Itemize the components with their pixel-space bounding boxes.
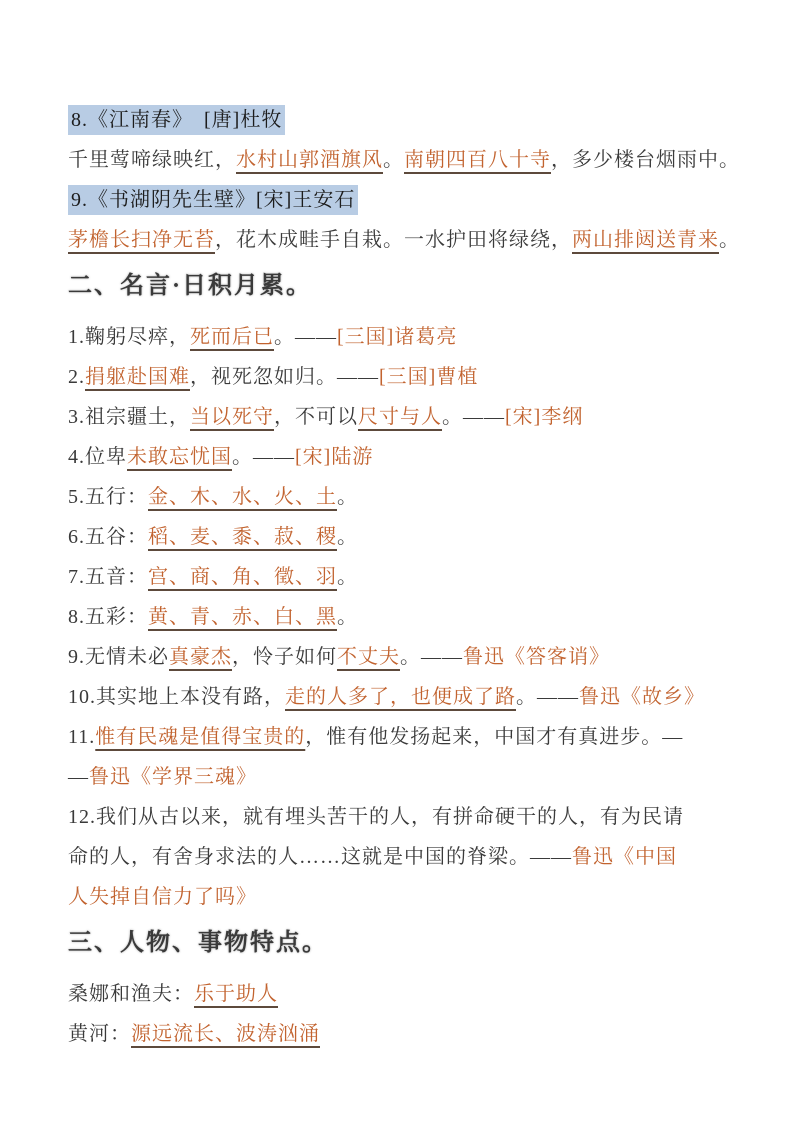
text-line xyxy=(68,317,743,357)
text-segment: ，惟有他发扬起来，中国才有真进步。— xyxy=(305,726,684,748)
text-segment: [三国]诸葛亮 xyxy=(337,326,458,348)
text-segment: 。—— xyxy=(274,326,337,348)
text-segment: — xyxy=(68,766,89,788)
text-segment: 千里莺啼绿映红， xyxy=(68,149,236,171)
text-line xyxy=(68,557,743,597)
text-segment: 稻、麦、黍、菽、稷 xyxy=(148,526,337,548)
text-segment: 水村山郭酒旗风 xyxy=(236,149,383,171)
text-line xyxy=(68,974,743,1014)
text-segment: ，花木成畦手自栽。一水护田将绿绕， xyxy=(215,229,572,251)
text-line xyxy=(68,597,743,637)
text-segment: 9.《书湖阴先生壁》[宋]王安石 xyxy=(68,185,358,215)
text-segment: 。 xyxy=(337,486,358,508)
text-segment: 。 xyxy=(337,606,358,628)
text-segment: 。 xyxy=(337,526,358,548)
text-segment: 不丈夫 xyxy=(337,646,400,668)
text-segment: 未敢忘忧国 xyxy=(127,446,232,468)
text-segment: 2. xyxy=(68,366,85,388)
text-segment: 5.五行： xyxy=(68,486,148,508)
text-segment: 惟有民魂是值得宝贵的 xyxy=(95,726,306,748)
text-segment: 9.无情未必 xyxy=(68,646,169,668)
text-segment: 黄、青、赤、白、黑 xyxy=(148,606,337,628)
text-segment: 源远流长、波涛汹涌 xyxy=(131,1023,320,1045)
text-segment: [宋]李纲 xyxy=(505,406,584,428)
text-segment: 走的人多了，也便成了路 xyxy=(285,686,516,708)
text-line xyxy=(68,477,743,517)
text-segment: 二、名言·日积月累。 xyxy=(68,273,313,299)
text-segment: ，不可以 xyxy=(274,406,358,428)
text-line xyxy=(68,357,743,397)
text-segment: 8.五彩： xyxy=(68,606,148,628)
text-segment: 8.《江南春》 [唐]杜牧 xyxy=(68,105,285,135)
text-segment: ，视死忽如归。—— xyxy=(190,366,379,388)
text-segment: 鲁迅《中国 xyxy=(572,846,677,868)
text-segment: 。 xyxy=(383,149,404,171)
text-segment: 鲁迅《答客诮》 xyxy=(463,646,610,668)
text-segment: 7.五音： xyxy=(68,566,148,588)
poem-title-line xyxy=(68,100,743,140)
text-segment: 11. xyxy=(68,726,96,748)
text-segment: 茅檐长扫净无苔 xyxy=(68,229,215,251)
text-segment: 捐躯赴国难 xyxy=(85,366,190,388)
text-segment: 宫、商、角、徵、羽 xyxy=(148,566,337,588)
text-line xyxy=(68,677,743,717)
text-segment: 4.位卑 xyxy=(68,446,127,468)
text-line xyxy=(68,717,743,757)
text-segment: 死而后已 xyxy=(190,326,274,348)
text-segment: 。—— xyxy=(516,686,579,708)
text-line xyxy=(68,220,743,260)
text-segment: 乐于助人 xyxy=(194,983,278,1005)
text-segment: 黄河： xyxy=(68,1023,131,1045)
text-line xyxy=(68,877,743,917)
text-line xyxy=(68,517,743,557)
text-segment: ，怜子如何 xyxy=(232,646,337,668)
text-segment: [三国]曹植 xyxy=(379,366,479,388)
text-line xyxy=(68,437,743,477)
text-segment: 12.我们从古以来，就有埋头苦干的人，有拼命硬干的人，有为民请 xyxy=(68,806,684,828)
text-segment: [宋]陆游 xyxy=(295,446,374,468)
text-segment: 桑娜和渔夫： xyxy=(68,983,194,1005)
text-segment: 当以死守 xyxy=(190,406,274,428)
text-segment: 6.五谷： xyxy=(68,526,148,548)
text-segment: 3.祖宗疆土， xyxy=(68,406,190,428)
text-line xyxy=(68,397,743,437)
text-segment: 。—— xyxy=(400,646,463,668)
text-segment: 南朝四百八十寺 xyxy=(404,149,551,171)
poem-title-line xyxy=(68,180,743,220)
text-segment: 。 xyxy=(719,229,740,251)
section-heading xyxy=(68,920,743,966)
text-segment: ，多少楼台烟雨中。 xyxy=(551,149,740,171)
text-segment: 。 xyxy=(337,566,358,588)
text-line xyxy=(68,1014,743,1054)
text-segment: 鲁迅《学界三魂》 xyxy=(89,766,257,788)
document-content xyxy=(68,100,743,1054)
text-line xyxy=(68,757,743,797)
text-segment: 1.鞠躬尽瘁， xyxy=(68,326,190,348)
text-segment: 鲁迅《故乡》 xyxy=(579,686,705,708)
text-segment: 命的人，有舍身求法的人……这就是中国的脊梁。—— xyxy=(68,846,572,868)
text-segment: 。—— xyxy=(232,446,295,468)
text-line xyxy=(68,637,743,677)
text-segment: 金、木、水、火、土 xyxy=(148,486,337,508)
text-segment: 。—— xyxy=(442,406,505,428)
text-segment: 两山排闼送青来 xyxy=(572,229,719,251)
text-line xyxy=(68,140,743,180)
section-heading xyxy=(68,263,743,309)
text-segment: 10.其实地上本没有路， xyxy=(68,686,285,708)
text-line xyxy=(68,837,743,877)
text-segment: 三、人物、事物特点。 xyxy=(68,930,328,956)
text-segment: 人失掉自信力了吗》 xyxy=(68,886,257,908)
text-segment: 真豪杰 xyxy=(169,646,232,668)
text-segment: 尺寸与人 xyxy=(358,406,442,428)
text-line xyxy=(68,797,743,837)
